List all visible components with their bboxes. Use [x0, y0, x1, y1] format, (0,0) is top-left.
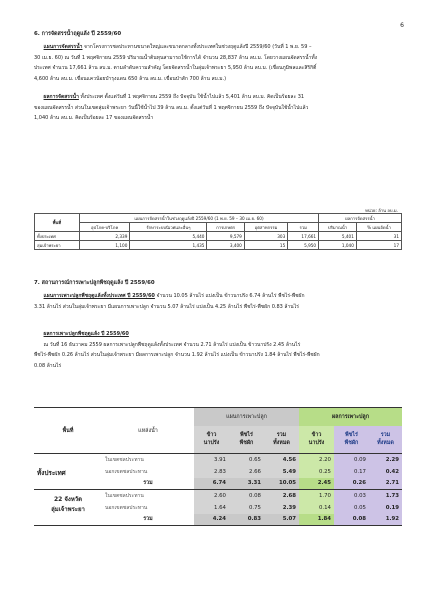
t1-col: รวม: [288, 223, 319, 232]
t1-col: อุปโภค-บริโภค: [79, 223, 130, 232]
plan-label: แผนการจัดสรรน้ำ: [43, 44, 83, 50]
t1-col: การเกษตร: [207, 223, 244, 232]
t2-result-field: พืชไร่ พืชผัก: [334, 426, 369, 454]
crop-cultivation-table: [34, 407, 402, 526]
t1-col: ปริมาณน้ำ: [319, 223, 357, 232]
t2-plan-rice: ข้าว นาปรัง: [194, 426, 229, 454]
table-row: ลุ่มเจ้าพระยา 1,100 1,435 3,400 15 5,950 1,040 17: [35, 241, 402, 250]
t1-area-header: พื้นที่: [35, 214, 80, 232]
section7-plan-paragraph: แผนการเพาะปลูกพืชฤดูแล้งทั้งประเทศ ปี 2559/60 จำนวน 10.05 ล้านไร่ แบ่งเป็น ข้าวนาปรัง 6.74 ล้านไร่ พืชไร่-พืชผัก 3.31 ล้านไร่ ส่วนในลุ่มเจ้าพระยา มีแผนการเพาะปลูก จำนวน 5.07 ล้านไร่ แบ่งเป็น 4.25 ล้านไร่ พืชไร่-พืชผัก 0.83 ล้านไร่: [34, 293, 305, 310]
crop-result-label: ผลการเพาะปลูกพืชฤดูแล้ง ปี 2559/60: [43, 331, 129, 337]
t2-result-total: รวม ทั้งหมด: [369, 426, 402, 454]
t2-plan-total: รวม ทั้งหมด: [264, 426, 299, 454]
table1-unit-note: หน่วย: ล้าน ลบ.ม.: [365, 208, 398, 213]
t1-result-header: ผลการจัดสรรน้ำ: [319, 214, 402, 223]
table-row-total: รวม 6.74 3.31 10.05 2.45 0.26 2.71: [34, 478, 402, 490]
t2-plan-header: แผนการเพาะปลูก: [194, 408, 299, 426]
water-allocation-table: [34, 213, 402, 250]
table-row-total: รวม 4.24 0.83 5.07 1.84 0.08 1.92: [34, 514, 402, 526]
section6-plan-paragraph: แผนการจัดสรรน้ำ จากโครงการชลประทานขนาดใหญ่และขนาดกลางทั้งประเทศในช่วงฤดูแล้งปี 2559/60 (วันที่ 1 พ.ย. 59 – 30 เม.ย. 60) ณ วันที่ 1 พฤศจิกายน 2559 ปริมาณน้ำต้นทุนสามารถใช้การได้ จำนวน 28,837 ล้าน ลบ.ม. โดยวางแผนจัดสรรน้ำทั้ง ประเทศ จำนวน 17,661 ล้าน ลบ.ม. ตามลำดับความสำคัญ โดยจัดสรรน้ำในลุ่มเจ้าพระยา 5,950 ล้าน ลบ.ม. (เขื่อนภูมิพลและสิริกิติ์ 4,600 ล้าน ลบ.ม. เขื่อนแควน้อยบำรุงแดน 650 ล้าน ลบ.ม. เขื่อนป่าสัก 700 ล้าน ลบ.ม.): [34, 44, 318, 82]
table-row: ทั้งประเทศ ในเขตชลประทาน 3.91 0.65 4.56 2.20 0.09 2.29: [34, 454, 402, 466]
table-row: ทั้งประเทศ 2,339 5,440 9,579 303 17,661 5,401 31: [35, 232, 402, 241]
t2-result-header: ผลการเพาะปลูก: [299, 408, 402, 426]
result-label: ผลการจัดสรรน้ำ: [43, 94, 79, 100]
crop-plan-label: แผนการเพาะปลูกพืชฤดูแล้งทั้งประเทศ ปี 2559/60: [43, 293, 155, 299]
table-row: นอกเขตชลประทาน 2.83 2.66 5.49 0.25 0.17 0.42: [34, 466, 402, 478]
t1-col: รักษาระบบนิเวศและอื่นๆ: [130, 223, 207, 232]
section6-result-paragraph: ผลการจัดสรรน้ำ ทั้งประเทศ ตั้งแต่วันที่ 1 พฤศจิกายน 2559 ถึง ปัจจุบัน ใช้น้ำไปแล้ว 5,401 ล้าน ลบ.ม. คิดเป็นร้อยละ 31 ของแผนจัดสรรน้ำ ส่วนในเขตลุ่มเจ้าพระยา วันนี้ใช้น้ำไป 39 ล้าน ลบ.ม. ตั้งแต่วันที่ 1 พฤศจิกายน 2559 ถึง ปัจจุบันใช้น้ำไปแล้ว 1,040 ล้าน ลบ.ม. คิดเป็นร้อยละ 17 ของแผนจัดสรรน้ำ: [34, 94, 309, 122]
t2-plan-field: พืชไร่ พืชผัก: [229, 426, 264, 454]
section7-heading: 7. สถานการณ์การเพาะปลูกพืชฤดูแล้ง ปี 2559/60: [34, 280, 155, 286]
t1-plan-header: แผนการจัดสรรน้ำในช่วงฤดูแล้งปี 2559/60 (1 พ.ย. 59 – 30 เม.ย. 60): [79, 214, 318, 223]
t2-source-header: แหล่งน้ำ: [102, 408, 194, 454]
table-row: นอกเขตชลประทาน 1.64 0.75 2.39 0.14 0.05 0.19: [34, 502, 402, 514]
t2-result-rice: ข้าว นาปรัง: [299, 426, 334, 454]
section6-heading: 6. การจัดสรรน้ำฤดูแล้ง ปี 2559/60: [34, 31, 122, 37]
page-number: 6: [400, 22, 404, 29]
t2-area: ทั้งประเทศ: [34, 454, 102, 490]
t1-col: อุตสาหกรรม: [244, 223, 287, 232]
table-row: 22 จังหวัด ลุ่มเจ้าพระยา ในเขตชลประทาน 2.60 0.08 2.68 1.70 0.03 1.73: [34, 490, 402, 502]
section7-result-paragraph: ผลการเพาะปลูกพืชฤดูแล้ง ปี 2559/60 ณ วันที่ 16 ธันวาคม 2559 ผลการเพาะปลูกพืชฤดูแล้งทั้งประเทศ จำนวน 2.71 ล้านไร่ แบ่งเป็น ข้าวนาปรัง 2.45 ล้านไร่ พืชไร่-พืชผัก 0.26 ล้านไร่ ส่วนในลุ่มเจ้าพระยา มีผลการเพาะปลูก จำนวน 1.92 ล้านไร่ แบ่งเป็น ข้าวนาปรัง 1.84 ล้านไร่ พืชไร่-พืชผัก 0.08 ล้านไร่: [34, 331, 320, 369]
t2-area: 22 จังหวัด ลุ่มเจ้าพระยา: [34, 490, 102, 526]
t2-area-header: พื้นที่: [34, 408, 102, 454]
t1-col: % แผนจัดน้ำ: [356, 223, 401, 232]
